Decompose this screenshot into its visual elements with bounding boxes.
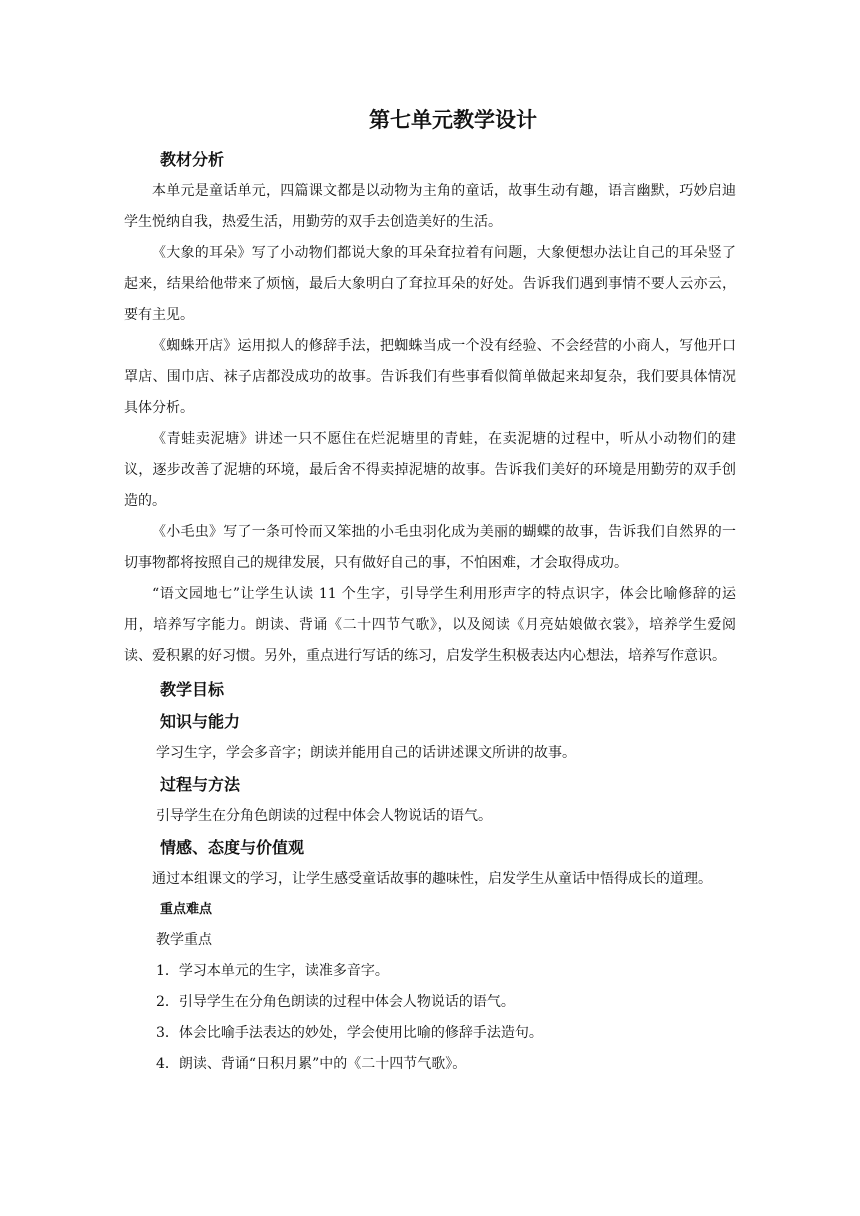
emotion-text: 通过本组课文的学习，让学生感受童话故事的趣味性，启发学生从童话中悟得成长的道理。 [152,871,712,887]
analysis-paragraph: 《小毛虫》写了一条可怜而又笨拙的小毛虫羽化成为美丽的蝴蝶的故事，告诉我们自然界的一切事物都将按照自己的规律发展，只有做好自己的事，不怕困难，才会取得成功。 [124,524,736,571]
page-title: 第七单元教学设计 [369,108,537,132]
key-list-item: 1．学习本单元的生字，读准多音字。 [156,963,389,979]
analysis-paragraph: “语文园地七”让学生认读 11 个生字，引导学生利用形声字的特点识字，体会比喻修辞的运用，培养写字能力。朗读、背诵《二十四节气歌》，以及阅读《月亮姑娘做衣裳》，培养学生爱阅读、爱积累的好习惯。另外，重点进行写话的练习，启发学生积极表达内心想法，培养写作意识。 [124,586,736,664]
key-list-item: 4．朗读、背诵“日积月累”中的《二十四节气歌》。 [156,1056,467,1072]
key-subheading: 教学重点 [156,932,212,948]
knowledge-text: 学习生字，学会多音字；朗读并能用自己的话讲述课文所讲的故事。 [156,745,576,761]
subheading-emotion: 情感、态度与价值观 [160,838,305,857]
analysis-paragraph: 《蜘蛛开店》运用拟人的修辞手法，把蜘蛛当成一个没有经验、不会经营的小商人，写他开口罩店、围巾店、袜子店都没成功的故事。告诉我们有些事看似简单做起来却复杂，我们要具体情况具体分析。 [124,338,736,416]
section-heading-analysis: 教材分析 [160,150,225,169]
process-text: 引导学生在分角色朗读的过程中体会人物说话的语气。 [156,808,492,824]
key-list-item: 2．引导学生在分角色朗读的过程中体会人物说话的语气。 [156,994,515,1010]
section-heading-key-points: 重点难点 [160,902,213,917]
subheading-process: 过程与方法 [160,775,241,794]
subheading-knowledge: 知识与能力 [160,712,241,731]
analysis-paragraph: 《大象的耳朵》写了小动物们都说大象的耳朵耷拉着有问题，大象便想办法让自己的耳朵竖了起来，结果给他带来了烦恼，最后大象明白了耷拉耳朵的好处。告诉我们遇到事情不要人云亦云，要有主见。 [124,245,736,323]
analysis-paragraph: 本单元是童话单元，四篇课文都是以动物为主角的童话，故事生动有趣，语言幽默，巧妙启迪学生悦纳自我，热爱生活，用勤劳的双手去创造美好的生活。 [124,183,736,230]
section-heading-goals: 教学目标 [160,680,225,699]
analysis-paragraph: 《青蛙卖泥塘》讲述一只不愿住在烂泥塘里的青蛙，在卖泥塘的过程中，听从小动物们的建议，逐步改善了泥塘的环境，最后舍不得卖掉泥塘的故事。告诉我们美好的环境是用勤劳的双手创造的。 [124,431,736,509]
document-body [124,144,736,1080]
key-list-item: 3．体会比喻手法表达的妙处，学会使用比喻的修辞手法造句。 [156,1025,543,1041]
